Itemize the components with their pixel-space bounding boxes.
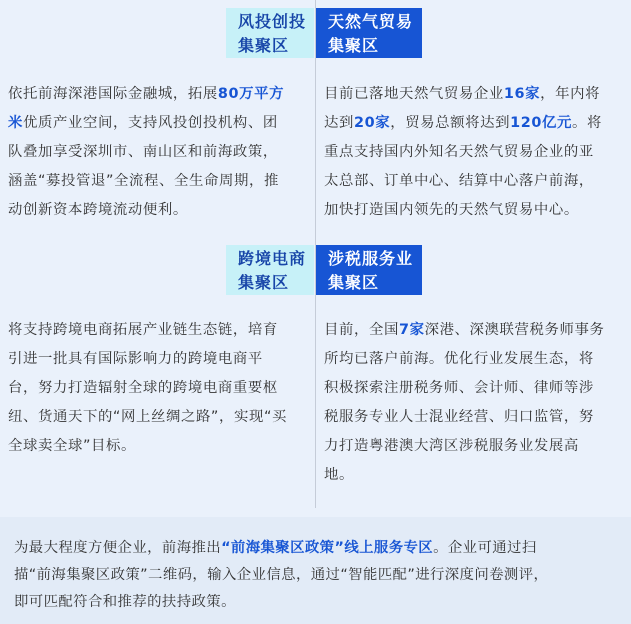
- footer-note: [0, 517, 631, 624]
- zone-desc-natural-gas: 目前已落地天然气贸易企业16家，年内将 达到20家，贸易总额将达到120亿元。将 重点支持国内外知名天然气贸易企业的亚 太总部、订单中心、结算中心落户前海， 加快打造国内领先的天然气贸易中心。: [324, 86, 602, 218]
- zone-tag-cross-border-ecommerce: [226, 245, 314, 295]
- zone-tag-line2: 集聚区: [238, 273, 290, 292]
- zone-tag-natural-gas: [316, 8, 422, 58]
- zone-tag-line2: 集聚区: [328, 273, 380, 292]
- zone-tag-line2: 集聚区: [328, 36, 380, 55]
- zone-desc-cross-border-ecommerce: 将支持跨境电商拓展产业链生态链，培育 引进一批具有国际影响力的跨境电商平 台，努力打造辐射全球的跨境电商重要枢 纽、货通天下的“网上丝绸之路”，实现“买 全球卖全球”目标。: [8, 322, 288, 454]
- zone-tag-line2: 集聚区: [238, 36, 290, 55]
- zone-tag-line1: 涉税服务业: [328, 249, 414, 268]
- zone-tag-venture-capital: [226, 8, 314, 58]
- zone-desc-venture-capital: 依托前海深港国际金融城，拓展80万平方 米优质产业空间，支持风投创投机构、团 队叠加享受深圳市、南山区和前海政策， 涵盖“募投管退”全流程、全生命周期，推 动创新资本跨境流动便利。: [8, 86, 285, 218]
- zone-tag-line1: 跨境电商: [238, 249, 307, 268]
- zone-tag-tax-services: [316, 245, 422, 295]
- zone-tag-line1: 风投创投: [238, 12, 307, 31]
- zone-tag-line1: 天然气贸易: [328, 12, 414, 31]
- footer-text: 为最大程度方便企业，前海推出“前海集聚区政策”线上服务专区。企业可通过扫 描“前海集聚区政策”二维码，输入企业信息，通过“智能匹配”进行深度问卷测评， 即可匹配符合和推荐的扶持政策。: [14, 540, 549, 610]
- zone-desc-tax-services: 目前，全国7家深港、深澳联营税务师事务 所均已落户前海。优化行业发展生态，将 积极探索注册税务师、会计师、律师等涉 税服务专业人士混业经营、归口监管，努 力打造粤港澳大湾区涉税服务业发展高 地。: [324, 322, 605, 483]
